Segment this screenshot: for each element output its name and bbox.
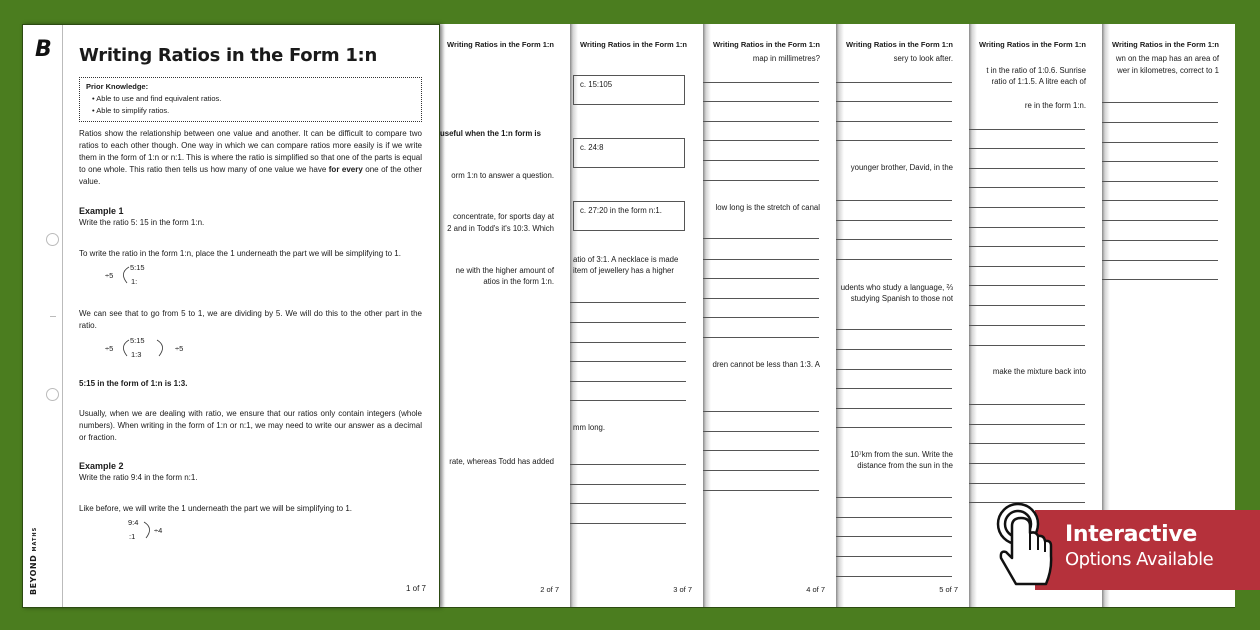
page-header: Writing Ratios in the Form 1:n xyxy=(713,40,820,49)
fold-mark xyxy=(50,316,56,317)
answer-line xyxy=(570,302,686,303)
answer-line xyxy=(703,337,819,338)
worksheet-page-1: 𝘽 BEYOND MATHS Writing Ratios in the Form 1:n Prior Knowledge: • Able to use and find equivalent ratios. • Able to simplify ratios. Ratios show the relationship between one value and another. It can be difficult to compare two ratios to each other though. One way in which we can compare ratios more easily is if we write them in the form of 1:n or n:1. This is where the ratio is simplified so that one of the parts is equal to one whole. This ratio then tells us how many of one value we have for every one of the other value. Example 1 Write the ratio 5: 15 in the form 1:n. To write the ratio in the form 1:n, place the 1 underneath the part we will be simplifying to 1. ÷5 5:15 1: We can see that to go from 5 to 1, we are dividing by 5. We will do this to the other part in the ratio. ÷5 5:15 1:3 ÷5 5:15 in the form of 1:n is 1:3. Usually, when we are dealing with ratio, we ensure that our ratios only contain integers (whole numbers). When writing in the form of 1:n or n:1, we may need to write our answer as a decimal or fraction. Example 2 Write the ratio 9:4 in the form n:1. Like before, we will write the 1 underneath the part we will be simplifying to 1. 9:4 :1 ÷4 1 of 7 xyxy=(22,24,440,608)
answer-line xyxy=(836,329,952,330)
answer-line xyxy=(969,424,1085,425)
worksheet-page-3 xyxy=(570,24,703,608)
question-text: item of jewellery has a higher xyxy=(573,266,674,275)
answer-line xyxy=(703,140,819,141)
page-number: 3 of 7 xyxy=(673,585,692,594)
question-text: udents who study a language, ⅔ xyxy=(840,283,953,292)
answer-line xyxy=(703,317,819,318)
answer-line xyxy=(969,285,1085,286)
answer-line xyxy=(570,503,686,504)
answer-line xyxy=(1102,279,1218,280)
answer-line xyxy=(1102,181,1218,182)
question-text: 2 and in Todd's it's 10:3. Which xyxy=(447,224,554,233)
answer-line xyxy=(969,463,1085,464)
question-text: studying Spanish to those not xyxy=(850,294,953,303)
question-text: low long is the stretch of canal xyxy=(715,203,820,212)
question-text: 10⁷km from the sun. Write the xyxy=(850,450,953,459)
answer-line xyxy=(969,246,1085,247)
answer-line xyxy=(969,345,1085,346)
answer-line xyxy=(836,408,952,409)
prior-knowledge-box xyxy=(79,77,422,122)
answer-line xyxy=(969,404,1085,405)
example-2-step-1: Like before, we will write the 1 underneath the part we will be simplifying to 1. xyxy=(79,504,353,513)
page-number: 4 of 7 xyxy=(806,585,825,594)
answer-line xyxy=(836,220,952,221)
answer-line xyxy=(836,576,952,577)
page-number: 2 of 7 xyxy=(540,585,559,594)
answer-line xyxy=(836,259,952,260)
answer-line xyxy=(703,490,819,491)
question-text: concentrate, for sports day at xyxy=(453,212,554,221)
page-number: 1 of 7 xyxy=(405,584,426,593)
page-number: 5 of 7 xyxy=(939,585,958,594)
example-1-result: 5:15 in the form of 1:n is 1:3. xyxy=(79,379,188,388)
beyond-logo: 𝘽 xyxy=(35,37,52,62)
answer-line xyxy=(836,427,952,428)
question-text: t in the ratio of 1:0.6. Sunrise xyxy=(986,66,1086,75)
question-text: rate, whereas Todd has added xyxy=(449,457,554,466)
answer-line xyxy=(570,400,686,401)
answer-line xyxy=(703,238,819,239)
answer-line xyxy=(1102,220,1218,221)
answer-line xyxy=(969,227,1085,228)
answer-box[interactable]: c. 24:8 xyxy=(573,138,685,168)
banner-subtitle: Options Available xyxy=(1065,549,1214,570)
worksheet-page-5 xyxy=(836,24,969,608)
prior-item: • Able to simplify ratios. xyxy=(92,106,170,115)
answer-line xyxy=(836,239,952,240)
integers-paragraph: Usually, when we are dealing with ratio, we ensure that our ratios only contain integers (whole numbers). When writing in the form of 1:n or n:1, we may need to write our answer as a decimal or fraction. xyxy=(79,409,422,442)
answer-box[interactable]: c. 27:20 in the form n:1. xyxy=(573,201,685,231)
answer-line xyxy=(703,121,819,122)
question-text: dren cannot be less than 1:3. A xyxy=(712,360,820,369)
answer-line xyxy=(836,140,952,141)
punch-hole xyxy=(46,388,59,401)
answer-line xyxy=(969,207,1085,208)
question-text: map in millimetres? xyxy=(752,54,820,63)
answer-line xyxy=(703,470,819,471)
answer-line xyxy=(969,443,1085,444)
answer-line xyxy=(1102,102,1218,103)
answer-line xyxy=(969,148,1085,149)
answer-line xyxy=(703,431,819,432)
answer-line xyxy=(969,187,1085,188)
answer-line xyxy=(969,305,1085,306)
question-text: younger brother, David, in the xyxy=(850,163,953,172)
example-1-question: Write the ratio 5: 15 in the form 1:n. xyxy=(79,218,205,227)
banner-title: Interactive xyxy=(1065,522,1198,547)
answer-line xyxy=(1102,142,1218,143)
worksheet-page-2 xyxy=(437,24,570,608)
answer-line xyxy=(703,259,819,260)
answer-line xyxy=(836,349,952,350)
page-header: Writing Ratios in the Form 1:n xyxy=(979,40,1086,49)
question-text: useful when the 1:n form is xyxy=(440,129,541,138)
example-1-heading: Example 1 xyxy=(79,206,124,216)
example-1-step-1: To write the ratio in the form 1:n, place the 1 underneath the part we will be simplifying to 1. xyxy=(79,249,401,258)
answer-line xyxy=(969,129,1085,130)
answer-line xyxy=(1102,122,1218,123)
answer-line xyxy=(570,464,686,465)
answer-line xyxy=(570,523,686,524)
answer-line xyxy=(1102,161,1218,162)
answer-line xyxy=(703,298,819,299)
answer-line xyxy=(836,121,952,122)
answer-line xyxy=(969,483,1085,484)
question-text: re in the form 1:n. xyxy=(1024,101,1086,110)
answer-line xyxy=(836,388,952,389)
page-title: Writing Ratios in the Form 1:n xyxy=(79,45,377,66)
question-text: wer in kilometres, correct to 1 xyxy=(1117,66,1219,75)
answer-line xyxy=(703,180,819,181)
question-text: ratio of 1:1.5. A litre each of xyxy=(991,77,1086,86)
answer-line xyxy=(570,322,686,323)
answer-line xyxy=(703,450,819,451)
question-text: mm long. xyxy=(573,423,606,432)
question-text: distance from the sun in the xyxy=(857,461,953,470)
prior-item: • Able to use and find equivalent ratios. xyxy=(92,94,222,103)
answer-line xyxy=(836,82,952,83)
answer-box[interactable]: c. 15:105 xyxy=(573,75,685,105)
question-text: atio of 3:1. A necklace is made xyxy=(573,255,679,264)
answer-line xyxy=(703,160,819,161)
question-text: make the mixture back into xyxy=(992,367,1086,376)
worksheet-page-4 xyxy=(703,24,836,608)
page-header: Writing Ratios in the Form 1:n xyxy=(846,40,953,49)
answer-line xyxy=(836,101,952,102)
answer-line xyxy=(1102,260,1218,261)
answer-line xyxy=(836,369,952,370)
interactive-options-banner[interactable] xyxy=(1035,510,1260,590)
page-spine xyxy=(23,25,63,607)
question-text: ne with the higher amount of xyxy=(455,266,554,275)
answer-line xyxy=(1102,240,1218,241)
answer-line xyxy=(703,101,819,102)
punch-hole xyxy=(46,233,59,246)
question-text: orm 1:n to answer a question. xyxy=(451,171,554,180)
answer-line xyxy=(969,266,1085,267)
answer-line xyxy=(703,411,819,412)
answer-line xyxy=(703,278,819,279)
answer-line xyxy=(836,200,952,201)
brand-label: BEYOND MATHS xyxy=(29,526,38,595)
answer-line xyxy=(570,381,686,382)
answer-line xyxy=(836,497,952,498)
answer-line xyxy=(570,484,686,485)
page-header: Writing Ratios in the Form 1:n xyxy=(447,40,554,49)
prior-knowledge-heading: Prior Knowledge: xyxy=(86,82,149,91)
example-1-step-2: We can see that to go from 5 to 1, we are dividing by 5. We will do this to the other part in the ratio. xyxy=(79,309,422,330)
example-2-question: Write the ratio 9:4 in the form n:1. xyxy=(79,473,198,482)
answer-line xyxy=(969,325,1085,326)
answer-line xyxy=(1102,200,1218,201)
question-text: sery to look after. xyxy=(893,54,953,63)
answer-line xyxy=(836,536,952,537)
answer-line xyxy=(570,361,686,362)
question-text: atios in the form 1:n. xyxy=(483,277,554,286)
page-header: Writing Ratios in the Form 1:n xyxy=(580,40,687,49)
intro-paragraph: Ratios show the relationship between one value and another. It can be difficult to compare two ratios to each other though. One way in which we can compare ratios more easily is if we write them in the form of 1:n or n:1. This is where the ratio is simplified so that one of the parts is equal to one whole. This ratio then tells us how many of one value we have for every one of the other value. xyxy=(79,129,423,186)
example-2-heading: Example 2 xyxy=(79,461,124,471)
answer-line xyxy=(703,82,819,83)
touch-hand-icon xyxy=(996,500,1056,592)
answer-line xyxy=(836,517,952,518)
answer-line xyxy=(969,168,1085,169)
page-header: Writing Ratios in the Form 1:n xyxy=(1112,40,1219,49)
answer-line xyxy=(570,342,686,343)
answer-line xyxy=(836,556,952,557)
question-text: wn on the map has an area of xyxy=(1115,54,1219,63)
